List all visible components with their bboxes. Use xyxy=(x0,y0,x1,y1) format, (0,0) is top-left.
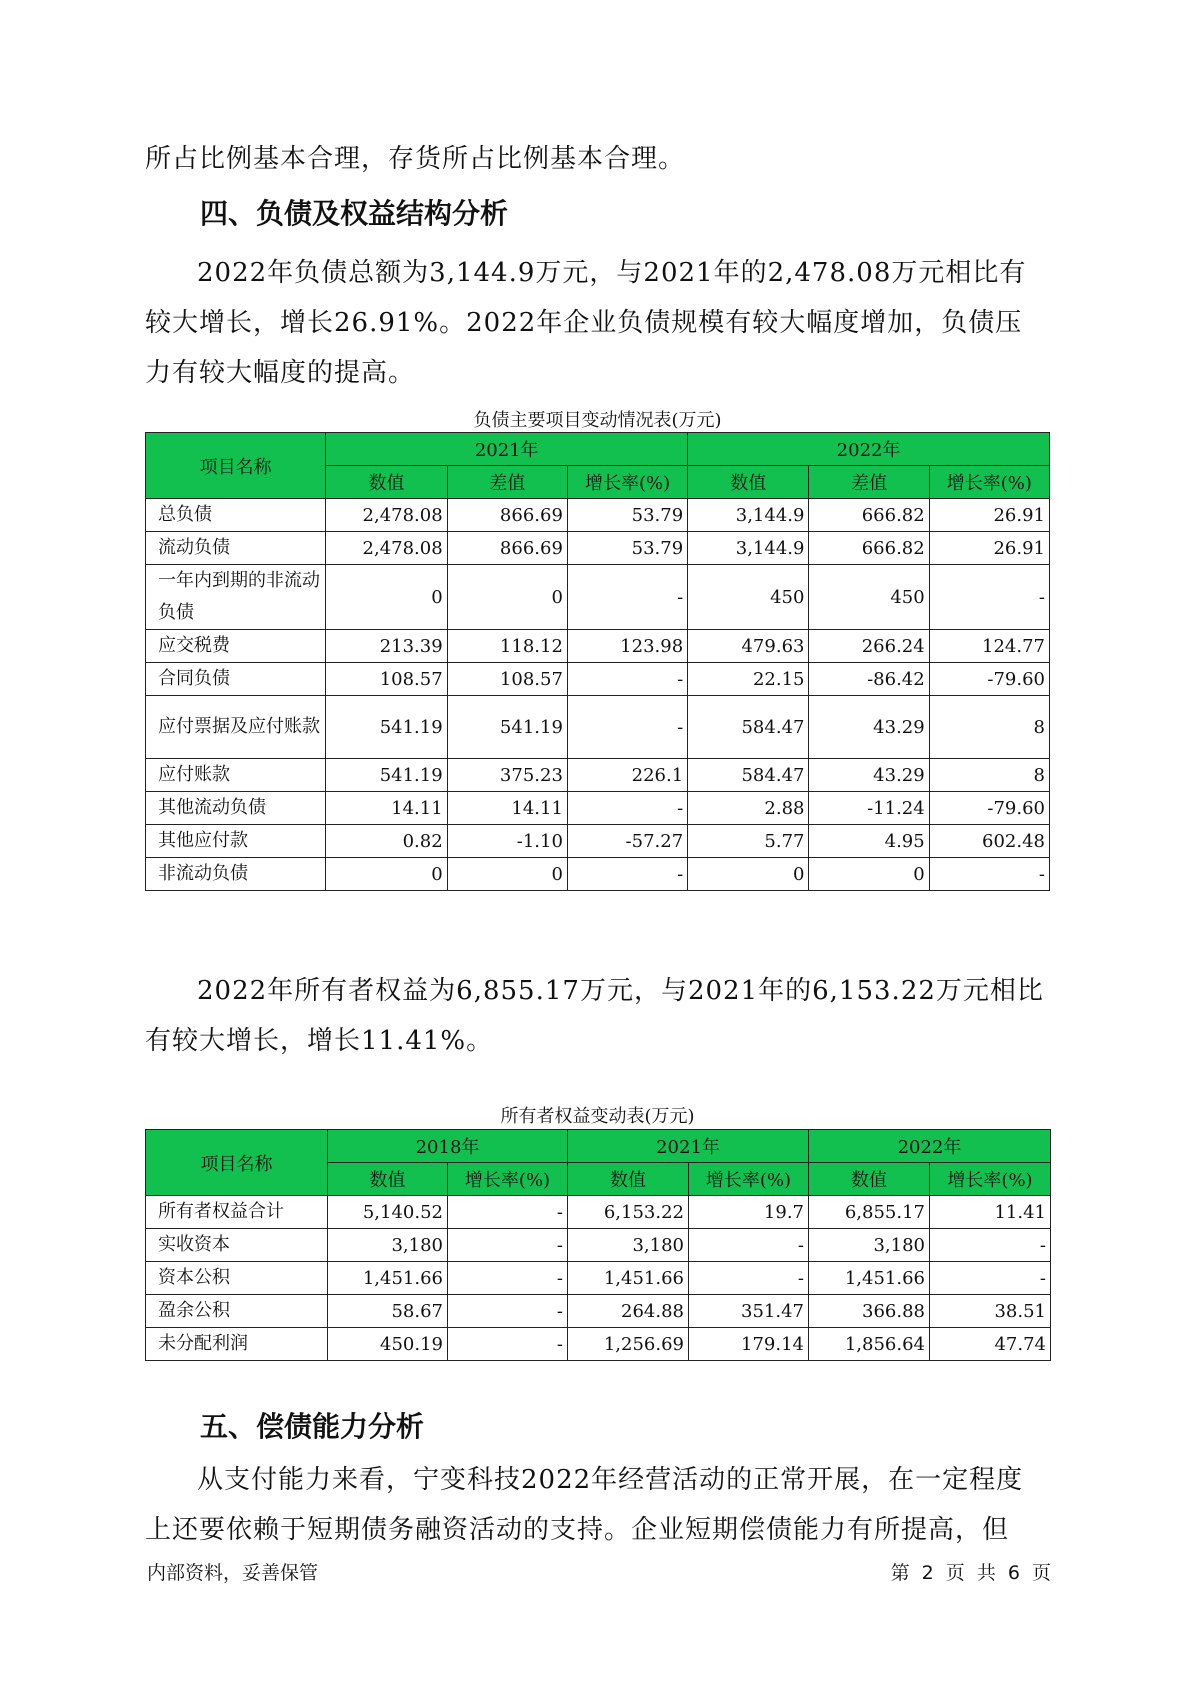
equity-table xyxy=(145,1129,1051,1361)
table-cell: 266.24 xyxy=(809,630,929,663)
table-cell: 43.29 xyxy=(809,759,929,792)
table-row xyxy=(146,792,1050,825)
row-label: 合同负债 xyxy=(146,663,326,696)
table-cell: 1,451.66 xyxy=(328,1262,448,1295)
subheader: 增长率(%) xyxy=(929,466,1049,499)
table-cell: 0 xyxy=(447,858,567,891)
table-cell: - xyxy=(448,1196,568,1229)
table-row xyxy=(146,1262,1051,1295)
table-cell: 541.19 xyxy=(326,696,447,759)
table-cell: 1,451.66 xyxy=(809,1262,930,1295)
table-cell: 213.39 xyxy=(326,630,447,663)
table-cell: 866.69 xyxy=(447,532,567,565)
table-cell: 124.77 xyxy=(929,630,1049,663)
paragraph-liabilities-summary: 2022年负债总额为3,144.9万元，与2021年的2,478.08万元相比有较大增长，增长26.91%。2022年企业负债规模有较大幅度增加，负债压力有较大幅度的提高。 xyxy=(145,258,1027,388)
row-label: 所有者权益合计 xyxy=(146,1196,328,1229)
table-cell: -11.24 xyxy=(809,792,929,825)
liability-table xyxy=(145,432,1050,891)
table-cell: 22.15 xyxy=(688,663,809,696)
table-cell: - xyxy=(929,565,1049,630)
table-row xyxy=(146,1295,1051,1328)
row-label: 流动负债 xyxy=(146,532,326,565)
name-column-header: 项目名称 xyxy=(146,1130,328,1196)
table-cell: 541.19 xyxy=(326,759,447,792)
table-cell: - xyxy=(689,1229,809,1262)
table-cell: 53.79 xyxy=(567,532,687,565)
table-cell: 3,144.9 xyxy=(688,499,809,532)
table-cell: 1,451.66 xyxy=(568,1262,689,1295)
table-cell: 108.57 xyxy=(447,663,567,696)
table-cell: 2,478.08 xyxy=(326,499,447,532)
table-cell: 0 xyxy=(809,858,929,891)
table-cell: - xyxy=(448,1328,568,1361)
table-cell: 0 xyxy=(326,565,447,630)
subheader: 增长率(%) xyxy=(930,1163,1051,1196)
table-cell: 450.19 xyxy=(328,1328,448,1361)
subheader: 数值 xyxy=(326,466,447,499)
table-cell: 123.98 xyxy=(567,630,687,663)
table-cell: 14.11 xyxy=(326,792,447,825)
subheader: 数值 xyxy=(809,1163,930,1196)
row-label: 应付票据及应付账款 xyxy=(146,696,326,759)
table-cell: 602.48 xyxy=(929,825,1049,858)
equity-table-caption: 所有者权益变动表(万元) xyxy=(500,1106,695,1127)
year-header: 2021年 xyxy=(326,433,688,466)
table-cell: 264.88 xyxy=(568,1295,689,1328)
table-cell: 450 xyxy=(688,565,809,630)
row-label: 未分配利润 xyxy=(146,1328,328,1361)
table-cell: 6,855.17 xyxy=(809,1196,930,1229)
row-label: 盈余公积 xyxy=(146,1295,328,1328)
table-row xyxy=(146,663,1050,696)
table-cell: 1,256.69 xyxy=(568,1328,689,1361)
paragraph-solvency: 从支付能力来看，宁变科技2022年经营活动的正常开展，在一定程度上还要依赖于短期债务融资活动的支持。企业短期偿债能力有所提高，但 xyxy=(145,1465,1024,1545)
subheader: 增长率(%) xyxy=(689,1163,809,1196)
table-cell: -57.27 xyxy=(567,825,687,858)
table-cell: 108.57 xyxy=(326,663,447,696)
table-cell: 38.51 xyxy=(930,1295,1051,1328)
table-cell: 2.88 xyxy=(688,792,809,825)
table-cell: 4.95 xyxy=(809,825,929,858)
subheader: 数值 xyxy=(688,466,809,499)
paragraph-continuation: 所占比例基本合理，存货所占比例基本合理。 xyxy=(145,144,686,174)
table-cell: -79.60 xyxy=(929,663,1049,696)
table-cell: 351.47 xyxy=(689,1295,809,1328)
table-cell: 47.74 xyxy=(930,1328,1051,1361)
table-cell: 14.11 xyxy=(447,792,567,825)
paragraph-equity-summary: 2022年所有者权益为6,855.17万元，与2021年的6,153.22万元相比有较大增长，增长11.41%。 xyxy=(145,976,1044,1056)
table-cell: 26.91 xyxy=(929,532,1049,565)
table-cell: 226.1 xyxy=(567,759,687,792)
table-cell: 58.67 xyxy=(328,1295,448,1328)
table-cell: 19.7 xyxy=(689,1196,809,1229)
table-cell: 0.82 xyxy=(326,825,447,858)
table-cell: - xyxy=(567,858,687,891)
table-cell: - xyxy=(929,858,1049,891)
table-cell: - xyxy=(448,1262,568,1295)
row-label: 非流动负债 xyxy=(146,858,326,891)
year-header: 2022年 xyxy=(688,433,1050,466)
table-cell: 366.88 xyxy=(809,1295,930,1328)
row-label: 一年内到期的非流动负债 xyxy=(146,565,326,630)
section-heading-liabilities: 四、负债及权益结构分析 xyxy=(200,197,509,230)
row-label: 其他应付款 xyxy=(146,825,326,858)
table-cell: 5.77 xyxy=(688,825,809,858)
table-cell: 541.19 xyxy=(447,696,567,759)
table-cell: 450 xyxy=(809,565,929,630)
subheader: 增长率(%) xyxy=(448,1163,568,1196)
table-cell: 43.29 xyxy=(809,696,929,759)
table-cell: 5,140.52 xyxy=(328,1196,448,1229)
liability-table-caption: 负债主要项目变动情况表(万元) xyxy=(473,410,722,431)
year-header: 2021年 xyxy=(568,1130,809,1163)
table-row xyxy=(146,1196,1051,1229)
table-row xyxy=(146,499,1050,532)
table-row xyxy=(146,696,1050,759)
year-header: 2022年 xyxy=(809,1130,1051,1163)
table-cell: 0 xyxy=(688,858,809,891)
table-cell: 0 xyxy=(447,565,567,630)
table-cell: 6,153.22 xyxy=(568,1196,689,1229)
table-cell: - xyxy=(448,1295,568,1328)
table-cell: -86.42 xyxy=(809,663,929,696)
table-cell: -79.60 xyxy=(929,792,1049,825)
table-cell: 3,144.9 xyxy=(688,532,809,565)
table-cell: 3,180 xyxy=(568,1229,689,1262)
table-cell: 666.82 xyxy=(809,499,929,532)
footer-page-number: 第 2 页 共 6 页 xyxy=(890,1562,1051,1584)
table-cell: - xyxy=(567,565,687,630)
table-row xyxy=(146,630,1050,663)
year-header: 2018年 xyxy=(328,1130,568,1163)
table-row xyxy=(146,759,1050,792)
table-cell: 11.41 xyxy=(930,1196,1051,1229)
subheader: 增长率(%) xyxy=(567,466,687,499)
row-label: 其他流动负债 xyxy=(146,792,326,825)
table-cell: 118.12 xyxy=(447,630,567,663)
table-cell: - xyxy=(567,663,687,696)
table-cell: 1,856.64 xyxy=(809,1328,930,1361)
table-cell: - xyxy=(448,1229,568,1262)
subheader: 差值 xyxy=(447,466,567,499)
table-cell: 8 xyxy=(929,696,1049,759)
table-cell: 375.23 xyxy=(447,759,567,792)
table-cell: 666.82 xyxy=(809,532,929,565)
table-cell: - xyxy=(567,792,687,825)
row-label: 应交税费 xyxy=(146,630,326,663)
table-cell: 26.91 xyxy=(929,499,1049,532)
table-row xyxy=(146,1229,1051,1262)
subheader: 数值 xyxy=(328,1163,448,1196)
table-cell: 479.63 xyxy=(688,630,809,663)
table-cell: - xyxy=(930,1229,1051,1262)
subheader: 差值 xyxy=(809,466,929,499)
table-row xyxy=(146,1328,1051,1361)
table-row xyxy=(146,532,1050,565)
table-cell: 584.47 xyxy=(688,759,809,792)
subheader: 数值 xyxy=(568,1163,689,1196)
table-cell: 3,180 xyxy=(328,1229,448,1262)
table-row xyxy=(146,565,1050,630)
name-column-header: 项目名称 xyxy=(146,433,326,499)
row-label: 实收资本 xyxy=(146,1229,328,1262)
table-cell: 3,180 xyxy=(809,1229,930,1262)
table-cell: -1.10 xyxy=(447,825,567,858)
table-cell: - xyxy=(930,1262,1051,1295)
table-cell: 0 xyxy=(326,858,447,891)
table-cell: 53.79 xyxy=(567,499,687,532)
table-row xyxy=(146,858,1050,891)
table-cell: - xyxy=(567,696,687,759)
table-cell: 179.14 xyxy=(689,1328,809,1361)
section-heading-solvency: 五、偿债能力分析 xyxy=(200,1410,425,1443)
table-cell: - xyxy=(689,1262,809,1295)
footer-confidential-note: 内部资料，妥善保管 xyxy=(147,1562,319,1584)
table-row xyxy=(146,825,1050,858)
table-cell: 866.69 xyxy=(447,499,567,532)
table-cell: 8 xyxy=(929,759,1049,792)
table-cell: 584.47 xyxy=(688,696,809,759)
table-cell: 2,478.08 xyxy=(326,532,447,565)
row-label: 应付账款 xyxy=(146,759,326,792)
row-label: 资本公积 xyxy=(146,1262,328,1295)
row-label: 总负债 xyxy=(146,499,326,532)
